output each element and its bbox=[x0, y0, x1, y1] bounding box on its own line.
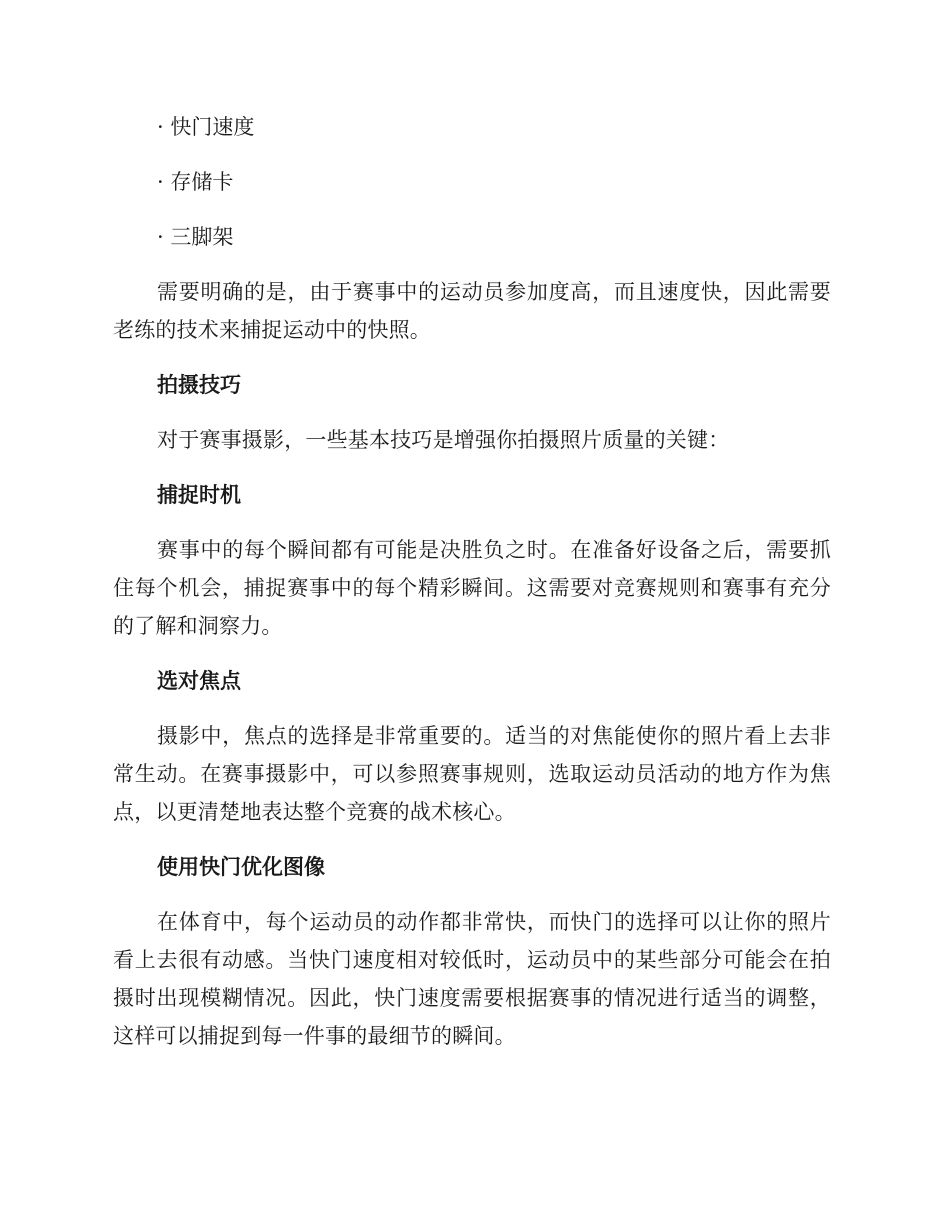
subsection-heading-timing: 捕捉时机 bbox=[157, 483, 241, 507]
subsection-heading-focus: 选对焦点 bbox=[157, 669, 241, 693]
section-heading-shooting-tips: 拍摄技巧 bbox=[157, 373, 241, 397]
bullet-item-tripod: · 三脚架 bbox=[157, 225, 234, 249]
bullet-item-memory-card: · 存储卡 bbox=[157, 170, 234, 194]
bullet-item-shutter-speed: · 快门速度 bbox=[157, 115, 255, 139]
section-intro-paragraph: 对于赛事摄影，一些基本技巧是增强你拍摄照片质量的关键： bbox=[157, 428, 730, 452]
subsection-body-focus: 摄影中，焦点的选择是非常重要的。适当的对焦能使你的照片看上去非常生动。在赛事摄影中，可以参照赛事规则，选取运动员活动的地方作为焦点，以更清楚地表达整个竞赛的战术核心。 bbox=[113, 724, 831, 824]
subsection-body-timing: 赛事中的每个瞬间都有可能是决胜负之时。在准备好设备之后，需要抓住每个机会，捕捉赛事中的每个精彩瞬间。这需要对竞赛规则和赛事有充分的了解和洞察力。 bbox=[113, 538, 831, 638]
subsection-body-shutter: 在体育中，每个运动员的动作都非常快，而快门的选择可以让你的照片看上去很有动感。当快门速度相对较低时，运动员中的某些部分可能会在拍摄时出现模糊情况。因此，快门速度需要根据赛事的情况进行适当的调整，这样可以捕捉到每一件事的最细节的瞬间。 bbox=[113, 910, 831, 1048]
subsection-heading-shutter: 使用快门优化图像 bbox=[157, 855, 325, 879]
intro-paragraph: 需要明确的是，由于赛事中的运动员参加度高，而且速度快，因此需要老练的技术来捕捉运动中的快照。 bbox=[113, 280, 831, 342]
document-page bbox=[113, 108, 831, 1072]
